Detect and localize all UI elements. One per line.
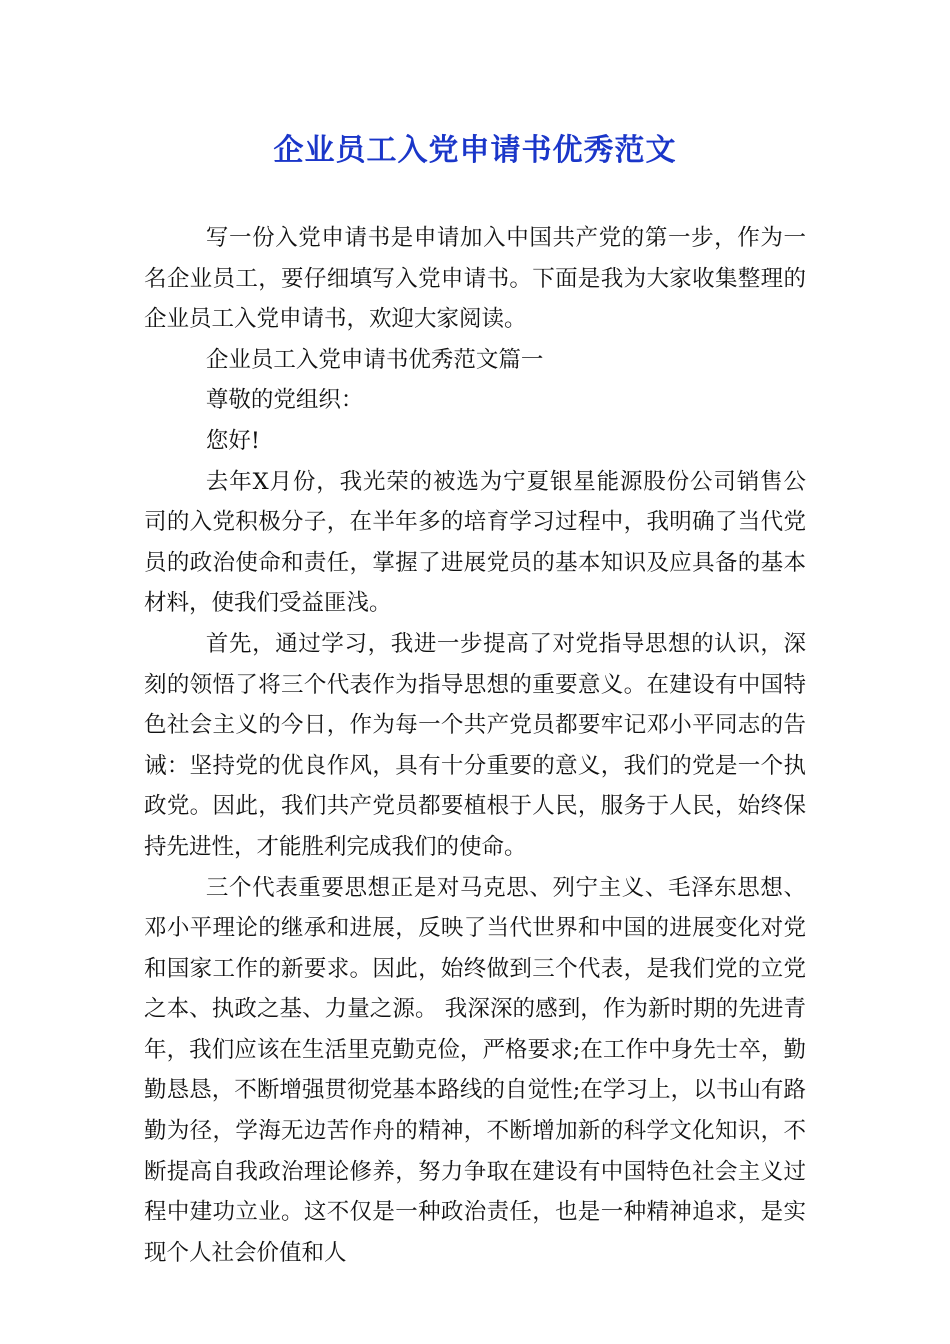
document-title: 企业员工入党申请书优秀范文 — [273, 133, 677, 168]
greeting: 您好! — [205, 427, 260, 454]
salutation: 尊敬的党组织： — [205, 387, 364, 414]
body-paragraph: 首先，通过学习，我进一步提高了对党指导思想的认识，深刻的领悟了将三个代表作为指导思想的重要意义。在建设有中国特色社会主义的今日，作为每一个共产党员都要牢记邓小平同志的告诫：坚持党的优良作风，具有十分重要的意义，我们的党是一个执政党。因此，我们共产党员都要植根于人民，服务于人民，始终保持先进性，才能胜利完成我们的使命。 — [144, 630, 806, 860]
body-paragraph: 三个代表重要思想正是对马克思、列宁主义、毛泽东思想、邓小平理论的继承和进展，反映了当代世界和中国的进展变化对党和国家工作的新要求。因此，始终做到三个代表，是我们党的立党之本、执政之基、力量之源。 我深深的感到，作为新时期的先进青年，我们应该在生活里克勤克俭，严格要求;在工作中身先士卒，勤勤恳恳，不断增强贯彻党基本路线的自觉性;在学习上，以书山有路勤为径，学海无边苦作舟的精神，不断增加新的科学文化知识，不断提高自我政治理论修养，努力争取在建设有中国特色社会主义过程中建功立业。这不仅是一种政治责任，也是一种精神追求，是实现个人社会价值和人 — [144, 874, 806, 1266]
intro-paragraph: 写一份入党申请书是申请加入中国共产党的第一步，作为一名企业员工，要仔细填写入党申请书。下面是我为大家收集整理的企业员工入党申请书，欢迎大家阅读。 — [144, 225, 806, 333]
body-paragraph: 去年X月份，我光荣的被选为宁夏银星能源股份公司销售公司的入党积极分子，在半年多的培育学习过程中，我明确了当代党员的政治使命和责任，掌握了进展党员的基本知识及应具备的基本材料，使我们受益匪浅。 — [144, 468, 806, 617]
document-body — [144, 218, 806, 1273]
section-heading: 企业员工入党申请书优秀范文篇一 — [205, 346, 544, 373]
